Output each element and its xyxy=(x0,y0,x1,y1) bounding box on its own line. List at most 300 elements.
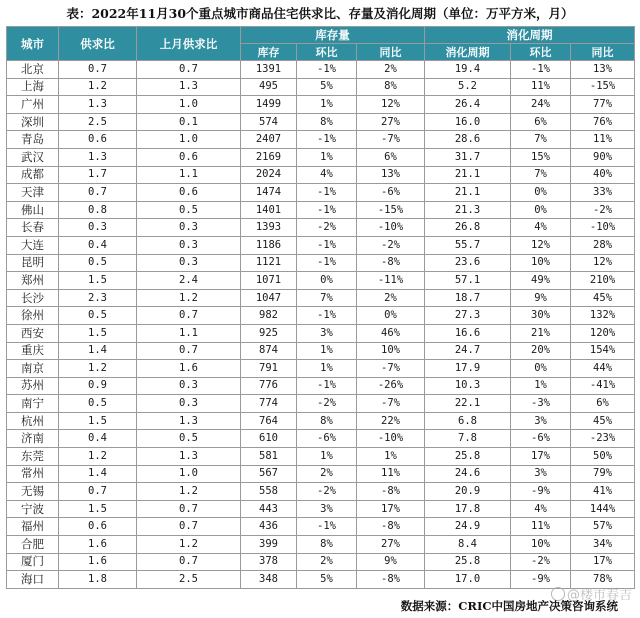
cell-last-month-ratio: 0.6 xyxy=(137,184,241,202)
cell-cycle-yoy: 45% xyxy=(571,412,635,430)
cell-city: 宁波 xyxy=(7,500,59,518)
cell-last-month-ratio: 0.7 xyxy=(137,518,241,536)
cell-supply-demand-ratio: 0.5 xyxy=(59,395,137,413)
cell-cycle: 20.9 xyxy=(425,483,511,501)
cell-inventory: 1121 xyxy=(241,254,297,272)
cell-cycle-mom: 20% xyxy=(511,342,571,360)
cell-cycle-yoy: 79% xyxy=(571,465,635,483)
cell-inventory-mom: 1% xyxy=(297,96,357,114)
cell-cycle: 17.8 xyxy=(425,500,511,518)
table-row xyxy=(7,430,635,448)
cell-last-month-ratio: 1.1 xyxy=(137,166,241,184)
header-inventory-group: 库存量 xyxy=(241,27,425,44)
cell-inventory-mom: -1% xyxy=(297,254,357,272)
table-row xyxy=(7,342,635,360)
cell-inventory-mom: 8% xyxy=(297,113,357,131)
table-body xyxy=(7,61,635,589)
cell-last-month-ratio: 2.5 xyxy=(137,571,241,589)
cell-cycle-mom: 0% xyxy=(511,360,571,378)
cell-last-month-ratio: 1.2 xyxy=(137,536,241,554)
cell-inventory-mom: 5% xyxy=(297,78,357,96)
data-source: 数据来源：CRIC中国房地产决策咨询系统 xyxy=(400,599,618,613)
table-row xyxy=(7,78,635,96)
cell-supply-demand-ratio: 0.7 xyxy=(59,61,137,79)
cell-city: 昆明 xyxy=(7,254,59,272)
cell-cycle-yoy: -41% xyxy=(571,377,635,395)
cell-inventory-mom: 2% xyxy=(297,553,357,571)
cell-cycle: 16.0 xyxy=(425,113,511,131)
cell-inventory: 399 xyxy=(241,536,297,554)
cell-inventory-mom: 1% xyxy=(297,360,357,378)
cell-inventory-yoy: -8% xyxy=(357,254,425,272)
cell-cycle-mom: -9% xyxy=(511,571,571,589)
cell-inventory-mom: 7% xyxy=(297,289,357,307)
cell-inventory-yoy: 11% xyxy=(357,465,425,483)
cell-inventory-yoy: -10% xyxy=(357,219,425,237)
cell-supply-demand-ratio: 0.7 xyxy=(59,483,137,501)
cell-inventory-yoy: -26% xyxy=(357,377,425,395)
cell-last-month-ratio: 1.3 xyxy=(137,412,241,430)
cell-city: 苏州 xyxy=(7,377,59,395)
cell-inventory-yoy: -2% xyxy=(357,236,425,254)
cell-supply-demand-ratio: 2.5 xyxy=(59,113,137,131)
cell-cycle-mom: -2% xyxy=(511,553,571,571)
cell-cycle-yoy: 90% xyxy=(571,148,635,166)
cell-cycle-mom: -6% xyxy=(511,430,571,448)
header-city: 城市 xyxy=(7,27,59,61)
cell-last-month-ratio: 2.4 xyxy=(137,272,241,290)
cell-cycle-yoy: -2% xyxy=(571,201,635,219)
cell-inventory: 1499 xyxy=(241,96,297,114)
cell-last-month-ratio: 1.1 xyxy=(137,324,241,342)
cell-cycle-mom: 11% xyxy=(511,518,571,536)
cell-supply-demand-ratio: 0.4 xyxy=(59,236,137,254)
cell-cycle: 17.0 xyxy=(425,571,511,589)
cell-inventory-yoy: -7% xyxy=(357,360,425,378)
cell-cycle-yoy: 154% xyxy=(571,342,635,360)
cell-last-month-ratio: 1.3 xyxy=(137,78,241,96)
cell-cycle-mom: 24% xyxy=(511,96,571,114)
cell-last-month-ratio: 1.3 xyxy=(137,448,241,466)
cell-last-month-ratio: 1.6 xyxy=(137,360,241,378)
cell-city: 常州 xyxy=(7,465,59,483)
cell-last-month-ratio: 0.3 xyxy=(137,236,241,254)
cell-inventory: 2407 xyxy=(241,131,297,149)
cell-supply-demand-ratio: 0.7 xyxy=(59,184,137,202)
cell-city: 成都 xyxy=(7,166,59,184)
cell-last-month-ratio: 0.7 xyxy=(137,342,241,360)
cell-inventory-mom: 3% xyxy=(297,500,357,518)
header-inventory: 库存 xyxy=(241,44,297,61)
cell-cycle: 6.8 xyxy=(425,412,511,430)
cell-inventory-yoy: 22% xyxy=(357,412,425,430)
cell-city: 长春 xyxy=(7,219,59,237)
cell-cycle: 26.8 xyxy=(425,219,511,237)
cell-inventory-yoy: 6% xyxy=(357,148,425,166)
cell-inventory-yoy: -10% xyxy=(357,430,425,448)
cell-inventory-mom: -2% xyxy=(297,219,357,237)
cell-cycle: 26.4 xyxy=(425,96,511,114)
cell-inventory-yoy: 27% xyxy=(357,113,425,131)
cell-last-month-ratio: 0.3 xyxy=(137,254,241,272)
cell-supply-demand-ratio: 1.6 xyxy=(59,536,137,554)
cell-last-month-ratio: 0.3 xyxy=(137,377,241,395)
cell-inventory: 567 xyxy=(241,465,297,483)
cell-cycle: 7.8 xyxy=(425,430,511,448)
cell-supply-demand-ratio: 0.5 xyxy=(59,254,137,272)
cell-inventory-mom: 2% xyxy=(297,465,357,483)
cell-inventory: 925 xyxy=(241,324,297,342)
cell-cycle-mom: 0% xyxy=(511,201,571,219)
cell-inventory-yoy: 9% xyxy=(357,553,425,571)
cell-cycle-mom: 12% xyxy=(511,236,571,254)
cell-city: 东莞 xyxy=(7,448,59,466)
cell-supply-demand-ratio: 0.5 xyxy=(59,307,137,325)
header-supply-demand-ratio: 供求比 xyxy=(59,27,137,61)
cell-cycle: 28.6 xyxy=(425,131,511,149)
cell-cycle-yoy: 50% xyxy=(571,448,635,466)
cell-inventory-mom: 8% xyxy=(297,412,357,430)
cell-cycle-mom: 10% xyxy=(511,536,571,554)
cell-city: 重庆 xyxy=(7,342,59,360)
header-cycle-mom: 环比 xyxy=(511,44,571,61)
cell-cycle-yoy: 13% xyxy=(571,61,635,79)
cell-last-month-ratio: 1.0 xyxy=(137,131,241,149)
header-inventory-mom: 环比 xyxy=(297,44,357,61)
cell-cycle-mom: -3% xyxy=(511,395,571,413)
cell-inventory-mom: -1% xyxy=(297,307,357,325)
cell-inventory-yoy: -8% xyxy=(357,518,425,536)
table-title: 表：2022年11月30个重点城市商品住宅供求比、存量及消化周期（单位：万平方米，月） xyxy=(66,6,574,21)
cell-city: 南宁 xyxy=(7,395,59,413)
cell-inventory-yoy: 8% xyxy=(357,78,425,96)
cell-cycle-yoy: -23% xyxy=(571,430,635,448)
table-row xyxy=(7,518,635,536)
cell-city: 佛山 xyxy=(7,201,59,219)
cell-cycle: 25.8 xyxy=(425,448,511,466)
cell-inventory-yoy: 27% xyxy=(357,536,425,554)
cell-cycle-mom: 3% xyxy=(511,465,571,483)
cell-inventory: 982 xyxy=(241,307,297,325)
cell-city: 北京 xyxy=(7,61,59,79)
cell-last-month-ratio: 1.0 xyxy=(137,465,241,483)
cell-inventory: 1401 xyxy=(241,201,297,219)
watermark-text: @楼市春吉 xyxy=(566,588,632,603)
cell-cycle: 21.3 xyxy=(425,201,511,219)
cell-supply-demand-ratio: 1.6 xyxy=(59,553,137,571)
cell-inventory-mom: 1% xyxy=(297,448,357,466)
cell-cycle: 5.2 xyxy=(425,78,511,96)
table-row xyxy=(7,148,635,166)
cell-cycle-yoy: 34% xyxy=(571,536,635,554)
cell-inventory-yoy: 0% xyxy=(357,307,425,325)
cell-city: 西安 xyxy=(7,324,59,342)
table-row xyxy=(7,236,635,254)
cell-cycle-yoy: 210% xyxy=(571,272,635,290)
cell-cycle-mom: -9% xyxy=(511,483,571,501)
cell-last-month-ratio: 0.5 xyxy=(137,201,241,219)
cell-inventory-yoy: 12% xyxy=(357,96,425,114)
cell-city: 福州 xyxy=(7,518,59,536)
cell-inventory: 558 xyxy=(241,483,297,501)
cell-cycle-yoy: 41% xyxy=(571,483,635,501)
cell-cycle: 24.6 xyxy=(425,465,511,483)
cell-cycle-mom: 15% xyxy=(511,148,571,166)
table-row xyxy=(7,201,635,219)
cell-city: 天津 xyxy=(7,184,59,202)
cell-city: 深圳 xyxy=(7,113,59,131)
cell-cycle: 31.7 xyxy=(425,148,511,166)
cell-supply-demand-ratio: 0.6 xyxy=(59,131,137,149)
cell-cycle-mom: 11% xyxy=(511,78,571,96)
cell-inventory-yoy: 13% xyxy=(357,166,425,184)
cell-inventory-mom: -1% xyxy=(297,61,357,79)
cell-inventory-mom: -1% xyxy=(297,518,357,536)
cell-city: 武汉 xyxy=(7,148,59,166)
table-row xyxy=(7,395,635,413)
cell-last-month-ratio: 1.0 xyxy=(137,96,241,114)
cell-city: 徐州 xyxy=(7,307,59,325)
table-row xyxy=(7,553,635,571)
cell-supply-demand-ratio: 1.8 xyxy=(59,571,137,589)
cell-inventory-mom: 0% xyxy=(297,272,357,290)
cell-inventory-yoy: 46% xyxy=(357,324,425,342)
cell-inventory-mom: 1% xyxy=(297,148,357,166)
cell-inventory-yoy: 1% xyxy=(357,448,425,466)
cell-cycle-yoy: 144% xyxy=(571,500,635,518)
cell-city: 上海 xyxy=(7,78,59,96)
cell-cycle: 8.4 xyxy=(425,536,511,554)
cell-cycle-mom: 49% xyxy=(511,272,571,290)
table-row xyxy=(7,254,635,272)
cell-last-month-ratio: 0.6 xyxy=(137,148,241,166)
cell-inventory: 2169 xyxy=(241,148,297,166)
cell-cycle-mom: 7% xyxy=(511,131,571,149)
cell-supply-demand-ratio: 1.2 xyxy=(59,448,137,466)
table-row xyxy=(7,272,635,290)
cell-city: 广州 xyxy=(7,96,59,114)
cell-inventory: 443 xyxy=(241,500,297,518)
cell-cycle: 19.4 xyxy=(425,61,511,79)
table-row xyxy=(7,61,635,79)
cell-cycle-yoy: 132% xyxy=(571,307,635,325)
table-row xyxy=(7,96,635,114)
cell-cycle-yoy: 120% xyxy=(571,324,635,342)
header-cycle-group: 消化周期 xyxy=(425,27,635,44)
cell-last-month-ratio: 0.7 xyxy=(137,307,241,325)
table-row xyxy=(7,113,635,131)
cell-supply-demand-ratio: 1.7 xyxy=(59,166,137,184)
cell-cycle-yoy: 77% xyxy=(571,96,635,114)
cell-cycle: 25.8 xyxy=(425,553,511,571)
table-row xyxy=(7,412,635,430)
cell-inventory: 1393 xyxy=(241,219,297,237)
cell-inventory: 1474 xyxy=(241,184,297,202)
cell-inventory: 436 xyxy=(241,518,297,536)
header-inventory-yoy: 同比 xyxy=(357,44,425,61)
cell-cycle-mom: 3% xyxy=(511,412,571,430)
table-row xyxy=(7,571,635,589)
cell-cycle-mom: 7% xyxy=(511,166,571,184)
cell-inventory: 1391 xyxy=(241,61,297,79)
table-row xyxy=(7,360,635,378)
cell-inventory-yoy: -8% xyxy=(357,571,425,589)
table-row xyxy=(7,500,635,518)
cell-inventory-mom: -2% xyxy=(297,395,357,413)
table-row xyxy=(7,448,635,466)
cell-cycle: 18.7 xyxy=(425,289,511,307)
cell-supply-demand-ratio: 1.2 xyxy=(59,78,137,96)
cell-inventory-mom: 5% xyxy=(297,571,357,589)
table-row xyxy=(7,184,635,202)
table-row xyxy=(7,377,635,395)
cell-supply-demand-ratio: 1.5 xyxy=(59,324,137,342)
cell-city: 杭州 xyxy=(7,412,59,430)
cell-cycle-yoy: 76% xyxy=(571,113,635,131)
cell-cycle-yoy: 44% xyxy=(571,360,635,378)
cell-inventory: 874 xyxy=(241,342,297,360)
cell-inventory: 2024 xyxy=(241,166,297,184)
cell-inventory-mom: -1% xyxy=(297,131,357,149)
cell-supply-demand-ratio: 0.8 xyxy=(59,201,137,219)
cell-cycle-mom: 30% xyxy=(511,307,571,325)
cell-inventory: 574 xyxy=(241,113,297,131)
cell-city: 郑州 xyxy=(7,272,59,290)
cell-inventory: 348 xyxy=(241,571,297,589)
cell-supply-demand-ratio: 1.5 xyxy=(59,500,137,518)
header-cycle-yoy: 同比 xyxy=(571,44,635,61)
cell-cycle-mom: 1% xyxy=(511,377,571,395)
cell-inventory-yoy: -15% xyxy=(357,201,425,219)
cell-last-month-ratio: 0.5 xyxy=(137,430,241,448)
cell-supply-demand-ratio: 2.3 xyxy=(59,289,137,307)
cell-supply-demand-ratio: 0.9 xyxy=(59,377,137,395)
cell-cycle-yoy: -10% xyxy=(571,219,635,237)
cell-inventory-mom: -1% xyxy=(297,184,357,202)
cell-inventory-yoy: 2% xyxy=(357,289,425,307)
header-last-month-ratio: 上月供求比 xyxy=(137,27,241,61)
cell-city: 青岛 xyxy=(7,131,59,149)
cell-last-month-ratio: 0.1 xyxy=(137,113,241,131)
table-row xyxy=(7,131,635,149)
cell-last-month-ratio: 0.7 xyxy=(137,553,241,571)
cell-inventory: 1071 xyxy=(241,272,297,290)
cell-cycle-yoy: 33% xyxy=(571,184,635,202)
cell-inventory: 774 xyxy=(241,395,297,413)
cell-cycle: 27.3 xyxy=(425,307,511,325)
cell-inventory: 1047 xyxy=(241,289,297,307)
cell-supply-demand-ratio: 0.3 xyxy=(59,219,137,237)
cell-supply-demand-ratio: 0.6 xyxy=(59,518,137,536)
cell-inventory-yoy: -7% xyxy=(357,395,425,413)
cell-last-month-ratio: 0.3 xyxy=(137,395,241,413)
cell-cycle-yoy: 28% xyxy=(571,236,635,254)
cell-cycle-mom: 21% xyxy=(511,324,571,342)
cell-cycle-mom: 6% xyxy=(511,113,571,131)
cell-cycle: 10.3 xyxy=(425,377,511,395)
cell-inventory-mom: -1% xyxy=(297,201,357,219)
cell-supply-demand-ratio: 0.4 xyxy=(59,430,137,448)
cell-inventory-yoy: -7% xyxy=(357,131,425,149)
cell-inventory-yoy: 2% xyxy=(357,61,425,79)
cell-cycle-yoy: 57% xyxy=(571,518,635,536)
cell-inventory-mom: 1% xyxy=(297,342,357,360)
cell-cycle: 21.1 xyxy=(425,184,511,202)
cell-cycle-mom: 0% xyxy=(511,184,571,202)
cell-cycle: 55.7 xyxy=(425,236,511,254)
cell-cycle-yoy: 12% xyxy=(571,254,635,272)
cell-inventory-yoy: 17% xyxy=(357,500,425,518)
cell-cycle-mom: 4% xyxy=(511,219,571,237)
cell-inventory-yoy: -6% xyxy=(357,184,425,202)
cell-inventory-yoy: -11% xyxy=(357,272,425,290)
cell-inventory-mom: -1% xyxy=(297,236,357,254)
cell-inventory-mom: 8% xyxy=(297,536,357,554)
cell-inventory: 495 xyxy=(241,78,297,96)
cell-supply-demand-ratio: 1.5 xyxy=(59,412,137,430)
cell-cycle-mom: 9% xyxy=(511,289,571,307)
cell-supply-demand-ratio: 1.3 xyxy=(59,148,137,166)
cell-cycle-mom: -1% xyxy=(511,61,571,79)
table-row xyxy=(7,289,635,307)
cell-inventory-yoy: -8% xyxy=(357,483,425,501)
cell-cycle: 16.6 xyxy=(425,324,511,342)
cell-inventory-mom: -6% xyxy=(297,430,357,448)
cell-cycle: 21.1 xyxy=(425,166,511,184)
table-row xyxy=(7,465,635,483)
table-row xyxy=(7,483,635,501)
table-row xyxy=(7,307,635,325)
cell-cycle-mom: 17% xyxy=(511,448,571,466)
cell-last-month-ratio: 1.2 xyxy=(137,289,241,307)
cell-inventory-yoy: 10% xyxy=(357,342,425,360)
cell-inventory-mom: -2% xyxy=(297,483,357,501)
cell-inventory: 791 xyxy=(241,360,297,378)
cell-cycle-yoy: 78% xyxy=(571,571,635,589)
cell-city: 无锡 xyxy=(7,483,59,501)
table-row xyxy=(7,324,635,342)
table-row xyxy=(7,219,635,237)
cell-city: 济南 xyxy=(7,430,59,448)
cell-last-month-ratio: 0.3 xyxy=(137,219,241,237)
cell-supply-demand-ratio: 1.4 xyxy=(59,465,137,483)
cell-cycle-mom: 4% xyxy=(511,500,571,518)
cell-cycle: 17.9 xyxy=(425,360,511,378)
cell-city: 长沙 xyxy=(7,289,59,307)
cell-cycle-yoy: 40% xyxy=(571,166,635,184)
cell-last-month-ratio: 0.7 xyxy=(137,61,241,79)
cell-cycle: 23.6 xyxy=(425,254,511,272)
cell-cycle: 24.9 xyxy=(425,518,511,536)
cell-cycle-yoy: -15% xyxy=(571,78,635,96)
cell-supply-demand-ratio: 1.5 xyxy=(59,272,137,290)
table-row xyxy=(7,536,635,554)
housing-data-table xyxy=(6,26,635,589)
cell-city: 海口 xyxy=(7,571,59,589)
cell-inventory-mom: 3% xyxy=(297,324,357,342)
header-cycle: 消化周期 xyxy=(425,44,511,61)
cell-cycle-yoy: 17% xyxy=(571,553,635,571)
cell-cycle: 24.7 xyxy=(425,342,511,360)
cell-cycle-yoy: 11% xyxy=(571,131,635,149)
cell-last-month-ratio: 1.2 xyxy=(137,483,241,501)
table-row xyxy=(7,166,635,184)
cell-cycle-yoy: 6% xyxy=(571,395,635,413)
cell-inventory: 378 xyxy=(241,553,297,571)
cell-supply-demand-ratio: 1.3 xyxy=(59,96,137,114)
cell-supply-demand-ratio: 1.2 xyxy=(59,360,137,378)
cell-inventory-mom: 4% xyxy=(297,166,357,184)
